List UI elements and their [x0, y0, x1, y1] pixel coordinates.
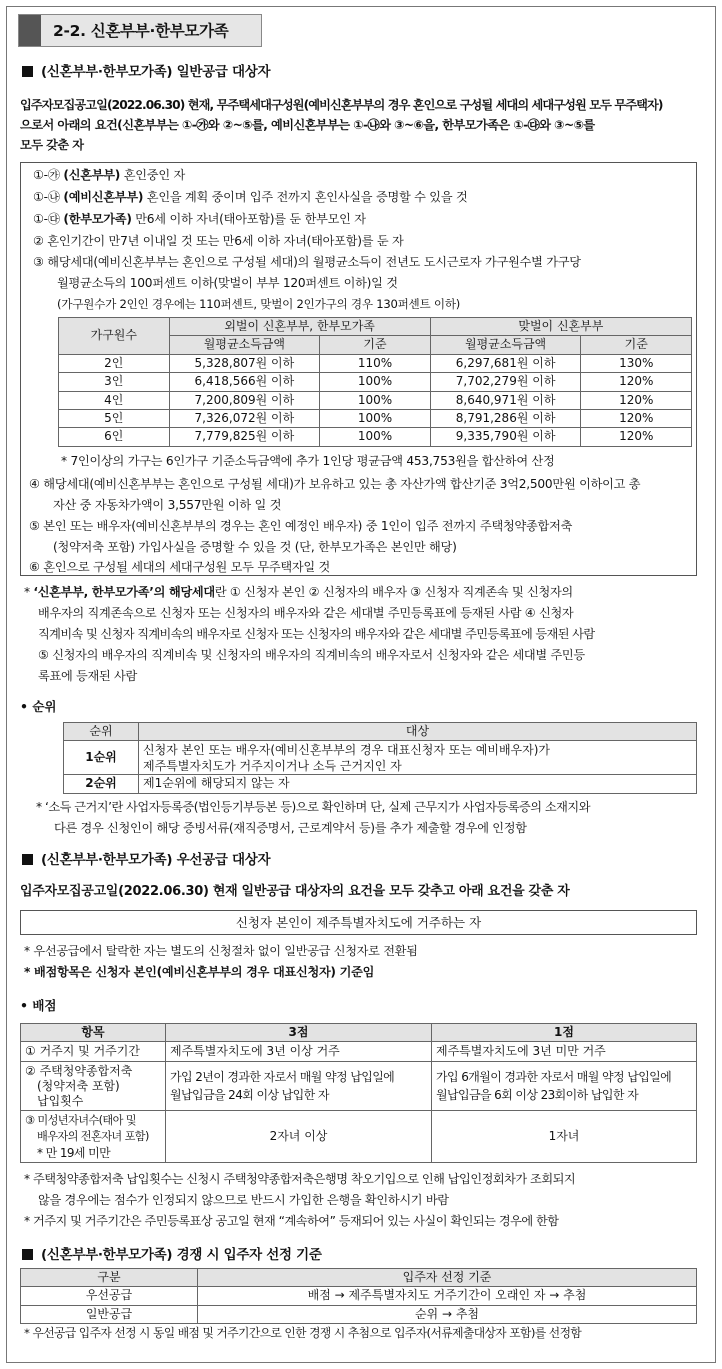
req-3-line3: (가구원수가 2인인 경우에는 110퍼센트, 맞벌이 2인가구의 경우 130퍼센트 이하)	[57, 297, 461, 311]
req-3-line1: ③ 해당세대(예비신혼부부는 혼인으로 구성될 세대)의 월평균소득이 전년도 도시근로자 가구원수별 가구당	[33, 255, 581, 269]
square-bullet-icon	[22, 66, 33, 77]
competition-table	[20, 1268, 697, 1324]
score-item-2: ② 주택청약종합저축 (청약저축 포함) 납입횟수	[21, 1062, 166, 1111]
income-col-members: 가구원수	[59, 318, 170, 355]
table-row	[59, 409, 692, 427]
cell-dual-std: 120%	[581, 373, 692, 391]
score-item-1: ① 거주지 및 거주기간	[21, 1042, 166, 1062]
rank-note: * ‘소득 근거지’란 사업자등록증(법인등기부등본 등)으로 확인하며 단, 실제 근무지가 사업자등록증의 소재지와 다른 경우 신청인이 해당 증빙서류(재직증명서, 근로계약서 등)를 추가 제출할 경우에 인정함	[36, 800, 590, 835]
section-title: 2-2. 신혼부부·한부모가족	[53, 22, 229, 40]
square-bullet-icon	[22, 1249, 33, 1260]
score-col-3: 3점	[166, 1024, 432, 1042]
table-row	[21, 1111, 697, 1163]
score-1-1pt: 제주특별자치도에 3년 미만 거주	[432, 1042, 697, 1062]
req-5-line1: ⑤ 본인 또는 배우자(예비신혼부부의 경우는 혼인 예정인 배우자) 중 1인이 입주 전까지 주택청약종합저축	[29, 519, 573, 533]
table-row	[21, 1062, 697, 1111]
cell-single-std: 100%	[320, 391, 431, 409]
rank-2: 2순위	[64, 775, 139, 793]
income-col-dual: 맞벌이 신혼부부	[430, 318, 691, 336]
income-sub-single-std: 기준	[320, 336, 431, 354]
score-col-1: 1점	[432, 1024, 697, 1042]
cell-single-std: 100%	[320, 428, 431, 446]
section-title-bar	[19, 15, 41, 46]
income-sub-dual-std: 기준	[581, 336, 692, 354]
table-row	[59, 373, 692, 391]
competition-criteria-2: 순위 → 추첨	[198, 1305, 697, 1323]
rank-2-target: 제1순위에 해당되지 않는 자	[139, 775, 697, 793]
cell-single-amount: 7,200,809원 이하	[169, 391, 320, 409]
income-table	[58, 317, 692, 447]
score-col-item: 항목	[21, 1024, 166, 1042]
table-row	[59, 428, 692, 446]
rank-table	[63, 722, 697, 794]
req-1a: ①-㉮ (신혼부부) 혼인중인 자	[33, 168, 185, 182]
table-row	[59, 354, 692, 372]
score-item-3: ③ 미성년자녀수(태아 및 배우자의 전혼자녀 포함) * 만 19세 미만	[21, 1111, 166, 1163]
competition-criteria-1: 배점 → 제주특별자치도 거주기간이 오래인 자 → 추첨	[198, 1287, 697, 1305]
income-table-footnote: * 7인이상의 가구는 6인가구 기준소득금액에 추가 1인당 평균금액 453,753원을 합산하여 산정	[61, 454, 555, 468]
cell-dual-amount: 8,791,286원 이하	[430, 409, 581, 427]
general-heading: (신혼부부·한부모가족) 일반공급 대상자	[22, 63, 270, 83]
competition-note: * 우선공급 입주자 선정 시 동일 배점 및 거주기간으로 인한 경쟁 시 추첨으로 입주자(서류제출대상자 포함)를 선정함	[24, 1326, 582, 1340]
table-row	[21, 1287, 697, 1305]
req-5-line2: (청약저축 포함) 가입사실을 증명할 수 있을 것 (단, 한부모가족은 본인만 해당)	[53, 540, 457, 554]
score-2-3pt: 가입 2년이 경과한 자로서 매월 약정 납입일에 월납입금을 24회 이상 납입한 자	[166, 1062, 432, 1111]
cell-members: 2인	[59, 354, 170, 372]
table-row	[21, 1042, 697, 1062]
income-col-single: 외벌이 신혼부부, 한부모가족	[169, 318, 430, 336]
cell-single-amount: 7,326,072원 이하	[169, 409, 320, 427]
cell-single-std: 110%	[320, 354, 431, 372]
square-bullet-icon	[22, 854, 33, 865]
cell-dual-std: 130%	[581, 354, 692, 372]
cell-single-amount: 5,328,807원 이하	[169, 354, 320, 372]
score-3-1pt: 1자녀	[432, 1111, 697, 1163]
priority-lead: 입주자모집공고일(2022.06.30) 현재 일반공급 대상자의 요건을 모두 갖추고 아래 요건을 갖춘 자	[20, 884, 570, 899]
household-note: * ‘신혼부부, 한부모가족’의 해당세대란 ① 신청자 본인 ② 신청자의 배우자 ③ 신청자 직계존속 및 신청자의 배우자의 직계존속으로 신청자 또는 신청자의 배우자와 같은 세대별 주민등록표에 등재된 사람 ④ 신청자 직계비속 및 신청자 직계비속의 배우자로 신청자 또는 신청자의 배우자와 같은 세대별 주민등록표에 등재된 사람 ⑤ 신청자의 배우자의 직계비속 및 신청자의 배우자의 직계비속의 배우자로서 신청자와 같은 세대별 주민등 록표에 등재된 사람	[24, 585, 595, 683]
cell-dual-std: 120%	[581, 428, 692, 446]
competition-heading: (신혼부부·한부모가족) 경쟁 시 입주자 선정 기준	[22, 1246, 322, 1266]
cell-dual-amount: 6,297,681원 이하	[430, 354, 581, 372]
cell-dual-amount: 8,640,971원 이하	[430, 391, 581, 409]
req-4-line1: ④ 해당세대(예비신혼부부는 혼인으로 구성될 세대)가 보유하고 있는 총 자산가액 합산기준 3억2,500만원 이하이고 총	[29, 477, 641, 491]
cell-members: 5인	[59, 409, 170, 427]
rank-1: 1순위	[64, 741, 139, 775]
cell-dual-amount: 7,702,279원 이하	[430, 373, 581, 391]
cell-members: 4인	[59, 391, 170, 409]
priority-note-2: * 배점항목은 신청자 본인(예비신혼부부의 경우 대표신청자) 기준임	[24, 965, 375, 979]
cell-single-std: 100%	[320, 409, 431, 427]
rank-col-target: 대상	[139, 723, 697, 741]
rank-heading: • 순위	[20, 699, 57, 714]
score-3-3pt: 2자녀 이상	[166, 1111, 432, 1163]
income-sub-single-amount: 월평균소득금액	[169, 336, 320, 354]
cell-single-amount: 6,418,566원 이하	[169, 373, 320, 391]
score-table	[20, 1023, 697, 1163]
cell-single-std: 100%	[320, 373, 431, 391]
req-1b: ①-㉯ (예비신혼부부) 혼인을 계획 중이며 입주 전까지 혼인사실을 증명할 수 있을 것	[33, 190, 468, 204]
general-lead: 입주자모집공고일(2022.06.30) 현재, 무주택세대구성원(예비신혼부부의 경우 혼인으로 구성될 세대의 세대구성원 모두 무주택자) 으로서 아래의 요건(신혼부부는 ①-㉮와 ②~⑤를, 예비신혼부부는 ①-㉯와 ③~⑥을, 한부모가족은 ①-㉰와 ③~⑤를 모두 갖춘 자	[20, 98, 663, 152]
rank-col-rank: 순위	[64, 723, 139, 741]
score-heading: • 배점	[20, 998, 57, 1013]
competition-type-1: 우선공급	[21, 1287, 198, 1305]
cell-members: 6인	[59, 428, 170, 446]
priority-note-1: * 우선공급에서 탈락한 자는 별도의 신청절차 없이 일반공급 신청자로 전환됨	[24, 944, 418, 958]
competition-type-2: 일반공급	[21, 1305, 198, 1323]
score-1-3pt: 제주특별자치도에 3년 이상 거주	[166, 1042, 432, 1062]
req-4-line2: 자산 중 자동차가액이 3,557만원 이하 일 것	[53, 498, 282, 512]
priority-requirement-box: 신청자 본인이 제주특별자치도에 거주하는 자	[20, 910, 697, 935]
table-row	[64, 775, 697, 793]
cell-single-amount: 7,779,825원 이하	[169, 428, 320, 446]
score-2-1pt: 가입 6개월이 경과한 자로서 매월 약정 납입일에 월납입금을 6회 이상 23회이하 납입한 자	[432, 1062, 697, 1111]
competition-col-type: 구분	[21, 1269, 198, 1287]
req-1c: ①-㉰ (한부모가족) 만6세 이하 자녀(태아포함)를 둔 한부모인 자	[33, 212, 366, 226]
table-row	[64, 741, 697, 775]
section-title-box	[18, 14, 262, 47]
score-note-1: * 주택청약종합저축 납입횟수는 신청시 주택청약종합저축은행명 착오기입으로 인해 납입인정회차가 조회되지 않을 경우에는 점수가 인정되지 않으므로 반드시 가입한 은행을 확인하시기 바람	[24, 1172, 576, 1207]
table-row	[59, 391, 692, 409]
cell-dual-amount: 9,335,790원 이하	[430, 428, 581, 446]
cell-dual-std: 120%	[581, 391, 692, 409]
rank-1-target: 신청자 본인 또는 배우자(예비신혼부부의 경우 대표신청자 또는 예비배우자)가 제주특별자치도가 거주지이거나 소득 근거지인 자	[139, 741, 697, 775]
score-note-2: * 거주지 및 거주기간은 주민등록표상 공고일 현재 “계속하여” 등재되어 있는 사실이 확인되는 경우에 한함	[24, 1214, 559, 1228]
competition-col-criteria: 입주자 선정 기준	[198, 1269, 697, 1287]
income-sub-dual-amount: 월평균소득금액	[430, 336, 581, 354]
table-row	[21, 1305, 697, 1323]
req-3-line2: 월평균소득의 100퍼센트 이하(맞벌이 부부 120퍼센트 이하)일 것	[57, 276, 398, 290]
req-2: ② 혼인기간이 만7년 이내일 것 또는 만6세 이하 자녀(태아포함)를 둔 자	[33, 234, 404, 248]
priority-heading: (신혼부부·한부모가족) 우선공급 대상자	[22, 851, 270, 871]
cell-members: 3인	[59, 373, 170, 391]
cell-dual-std: 120%	[581, 409, 692, 427]
req-6: ⑥ 혼인으로 구성될 세대의 세대구성원 모두 무주택자일 것	[29, 560, 331, 574]
